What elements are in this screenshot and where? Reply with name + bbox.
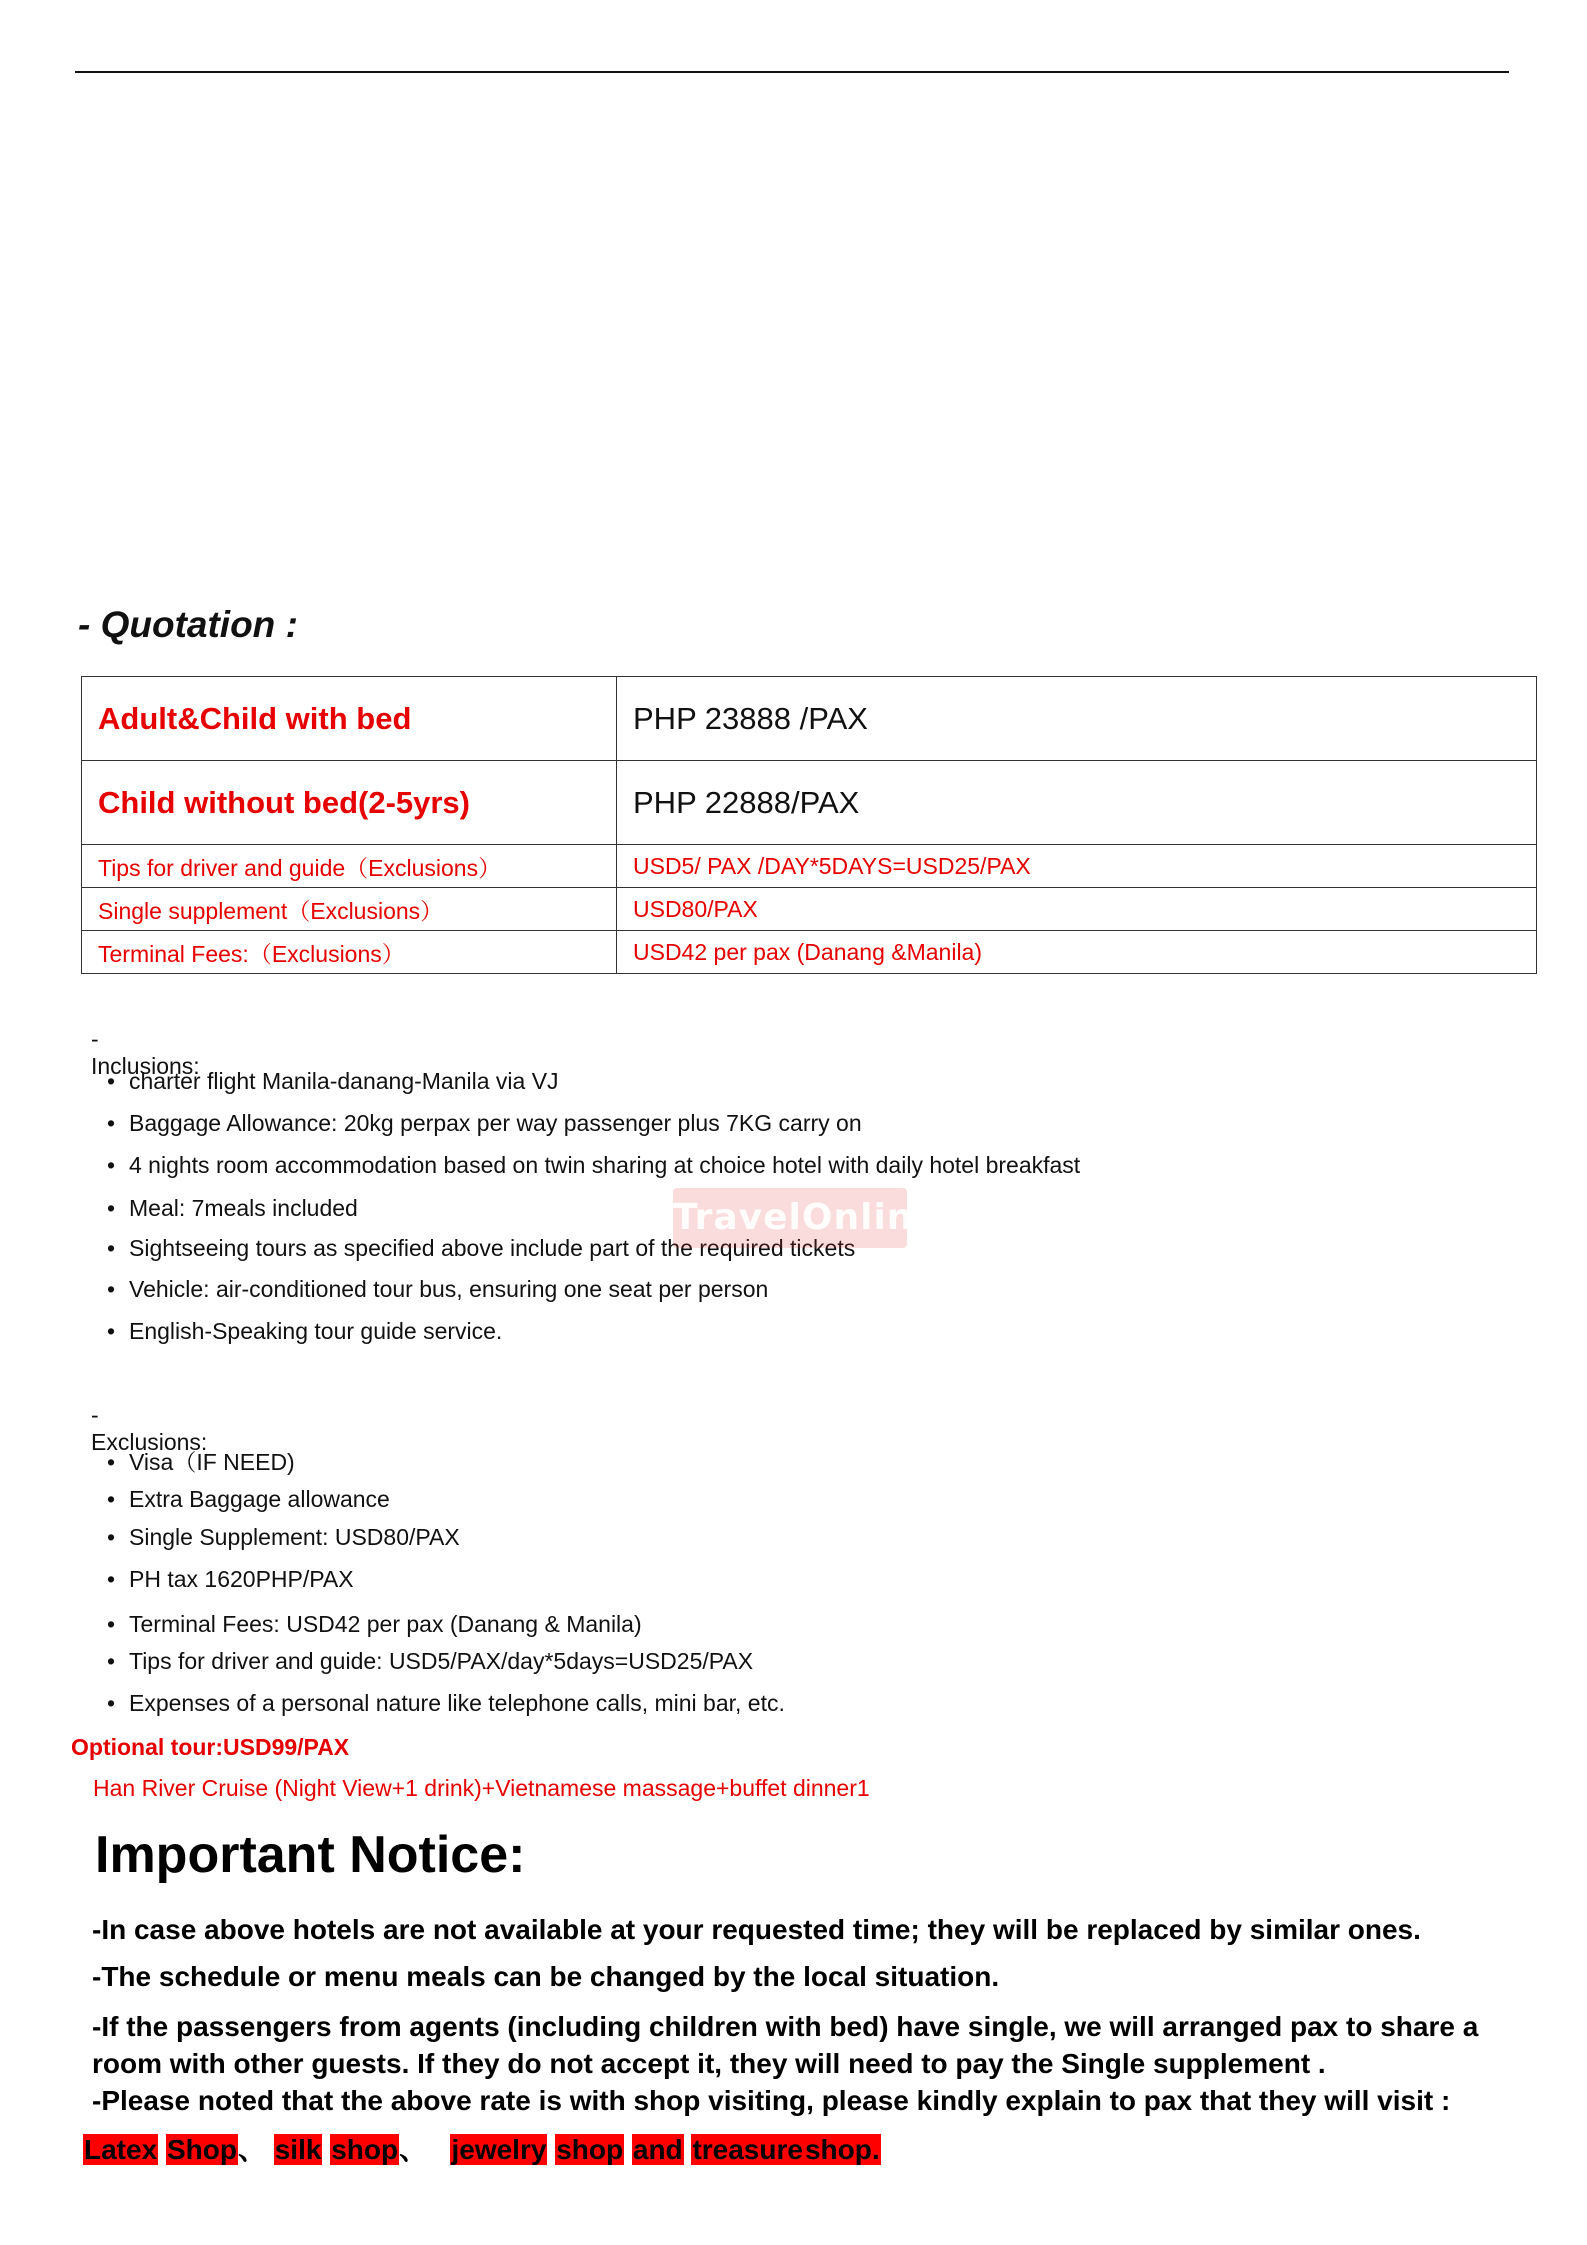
optional-tour-title: Optional tour:USD99/PAX [71,1734,350,1760]
list-item-text: charter flight Manila-danang-Manila via VJ [129,1068,559,1094]
notice-line: -Please noted that the above rate is with shop visiting, please kindly explain to pax that they will visit : [92,2085,1451,2116]
quotation-table [81,676,1537,974]
fee-label: Terminal Fees:（Exclusions） [98,940,405,967]
shop-word: silk [274,2134,322,2165]
list-item [107,1152,1080,1179]
fee-label-cell [82,888,617,931]
shop-word: jewelry [451,2134,547,2165]
fee-label-cell [82,931,617,974]
list-item-text: Vehicle: air-conditioned tour bus, ensuring one seat per person [129,1276,769,1302]
fee-label: Single supplement（Exclusions） [98,897,444,924]
table-row [82,677,1537,761]
notice-line: -If the passengers from agents (including children with bed) have single, we will arranged pax to share a room with other guests. If they do not accept it, they will need to pay the Single supplement . [92,2011,1479,2079]
list-item-text: Sightseeing tours as specified above include part of the required tickets [129,1235,856,1261]
price-label-cell [82,761,617,845]
shop-word: treasure [692,2134,803,2165]
list-item [107,1195,358,1222]
price-label: Adult&Child with bed [98,700,412,736]
top-rule [75,71,1509,73]
notice-line: -In case above hotels are not available at your requested time; they will be replaced by similar ones. [92,1914,1421,1945]
price-value: PHP 23888 /PAX [633,700,868,736]
shop-word: and [632,2134,683,2165]
notice-title: Important Notice: [95,1826,526,1884]
shop-word: shop [331,2134,399,2165]
fee-value: USD42 per pax (Danang &Manila) [633,938,983,965]
fee-value: USD5/ PAX /DAY*5DAYS=USD25/PAX [633,852,1031,879]
list-item [107,1566,354,1593]
exclusions-title: -Exclusions: [91,1402,208,1455]
price-value-cell [617,677,1537,761]
list-item [107,1611,642,1638]
fee-label: Tips for driver and guide（Exclusions） [98,854,502,881]
fee-value: USD80/PAX [633,895,758,922]
list-item-text: Extra Baggage allowance [129,1486,390,1512]
price-value: PHP 22888/PAX [633,784,860,820]
travelonline-watermark: TravelOnline [673,1188,907,1248]
list-item-text: PH tax 1620PHP/PAX [129,1566,354,1592]
list-item [107,1524,460,1551]
table-row [82,931,1537,974]
quotation-heading: - Quotation : [78,604,298,645]
shop-list [83,2128,881,2168]
table-row [82,761,1537,845]
list-item [107,1318,502,1345]
list-item-text: Expenses of a personal nature like telephone calls, mini bar, etc. [129,1690,785,1716]
separator: 、 [399,2134,428,2165]
shop-word: Shop [166,2134,237,2165]
separator: 、 [237,2134,266,2165]
shop-word: Latex [84,2134,158,2165]
fee-value-cell [617,845,1537,888]
list-item-text: English-Speaking tour guide service. [129,1318,503,1344]
table-row [82,888,1537,931]
shop-word: shop [556,2134,624,2165]
list-item [107,1110,862,1137]
price-value-cell [617,761,1537,845]
table-row [82,845,1537,888]
list-item [107,1276,768,1303]
list-item [107,1648,753,1675]
list-item-text: Tips for driver and guide: USD5/PAX/day*5days=USD25/PAX [129,1648,754,1674]
list-item-text: Terminal Fees: USD42 per pax (Danang & Manila) [129,1611,642,1637]
notice-line: -The schedule or menu meals can be changed by the local situation. [92,1961,1000,1992]
fee-value-cell [617,931,1537,974]
list-item [107,1444,295,1477]
list-item [107,1690,785,1717]
list-item [107,1068,559,1095]
list-item-text: 4 nights room accommodation based on twin sharing at choice hotel with daily hotel breakfast [129,1152,1081,1178]
list-item-text: Baggage Allowance: 20kg perpax per way passenger plus 7KG carry on [129,1110,862,1136]
fee-value-cell [617,888,1537,931]
list-item-text: Meal: 7meals included [129,1195,358,1221]
list-item-text: Visa（IF NEED) [129,1449,295,1475]
inclusions-title: -Inclusions: [91,1026,200,1079]
list-item [107,1486,390,1513]
list-item-text: Single Supplement: USD80/PAX [129,1524,460,1550]
price-label-cell [82,677,617,761]
shop-word: shop. [804,2134,880,2165]
optional-tour-description: Han River Cruise (Night View+1 drink)+Vietnamese massage+buffet dinner1 [93,1775,870,1801]
price-label: Child without bed(2-5yrs) [98,784,470,820]
fee-label-cell [82,845,617,888]
